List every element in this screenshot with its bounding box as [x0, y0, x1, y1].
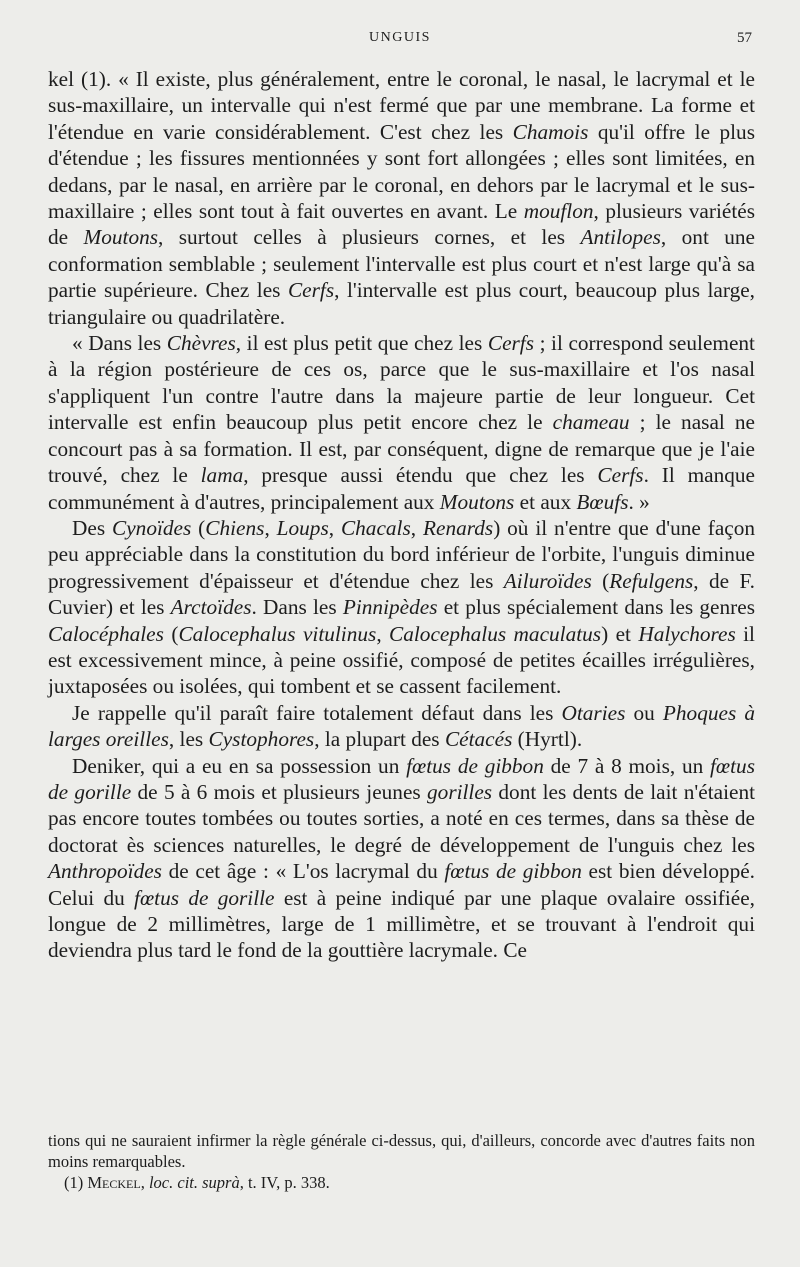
text-run: , les: [168, 727, 209, 752]
text-run: , plusieurs variétés de: [48, 199, 755, 250]
text-run: (: [163, 621, 179, 646]
italic-term: Bœufs: [576, 489, 629, 514]
italic-term: Moutons: [439, 489, 515, 514]
page-number: 57: [737, 30, 752, 46]
text-run: (: [191, 515, 206, 540]
paragraph: [48, 700, 755, 753]
italic-term: Otaries: [561, 700, 626, 725]
text-run: ; il correspond seulement à la région postérieure de ces os, parce que le sus-maxillaire et l'os nasal s'appliquent l'un contre l'autre dans la majeure partie de leur longueur. Cet intervalle est enfin beaucoup plus petit encore chez le: [48, 331, 755, 435]
text-run: . »: [628, 489, 650, 514]
italic-term: Calocephalus maculatus: [389, 621, 602, 646]
italic-term: mouflon: [523, 199, 594, 224]
running-title: UNGUIS: [369, 30, 431, 45]
text-run: ou: [625, 700, 663, 725]
text-run: , ont une conformation semblable ; seulement l'intervalle est plus court et n'est large qu'à sa partie supérieure. Chez les: [48, 225, 755, 303]
page-header: [48, 30, 752, 54]
italic-term: Loups: [276, 515, 329, 540]
italic-term: Pinnipèdes: [342, 595, 438, 620]
paragraph: [48, 753, 755, 964]
text-run: . Il manque communément à d'autres, principalement aux: [48, 463, 755, 514]
footnote-marker: (1): [64, 1173, 88, 1192]
italic-term: fœtus de gorille: [48, 753, 755, 804]
italic-term: Calocéphales: [48, 621, 164, 646]
italic-term: Refulgens: [609, 568, 694, 593]
text-run: ,: [410, 515, 423, 540]
italic-term: chameau: [552, 410, 630, 435]
text-run: qu'il offre le plus d'étendue ; les fissures mentionnées y sont fort allongées ; elles sont limitées, en dedans, par le nasal, en arrière par le coronal, en dehors par le lacrymal et le sus-maxillaire ; elles sont tout à fait ouvertes en avant. Le: [48, 119, 755, 224]
italic-term: Cerfs: [597, 463, 644, 488]
italic-term: Moutons: [83, 225, 159, 250]
italic-term: fœtus de gibbon: [444, 859, 582, 884]
text-run: ,: [376, 621, 390, 646]
body-text: [48, 66, 755, 964]
text-run: est bien développé. Celui du: [48, 859, 755, 910]
italic-term: gorilles: [427, 779, 493, 804]
italic-term: Cerfs: [487, 331, 535, 356]
italic-term: Chiens: [205, 515, 265, 540]
footnote-reference: loc. cit. suprà: [148, 1173, 240, 1192]
text-run: , presque aussi étendu que chez les: [243, 463, 598, 488]
text-run: , il est plus petit que chez les: [235, 331, 488, 356]
paragraph: [48, 515, 755, 700]
italic-term: Chèvres: [166, 331, 236, 356]
text-run: dont les dents de lait n'étaient pas encore toutes tombées ou toutes sorties, a noté en ces termes, dans sa thèse de doctorat ès sciences naturelles, le degré de développement de l'unguis chez les: [48, 779, 756, 857]
italic-term: Cétacés: [444, 727, 513, 752]
italic-term: Cynoïdes: [112, 515, 192, 540]
text-run: ,: [328, 515, 341, 540]
footnote-author: Meckel: [87, 1173, 141, 1192]
italic-term: Calocephalus vitulinus: [178, 621, 377, 646]
text-run: Des: [72, 515, 113, 540]
italic-term: Antilopes: [580, 225, 661, 250]
text-run: ) et: [601, 621, 639, 646]
italic-term: Anthropoïdes: [48, 859, 162, 884]
italic-term: fœtus de gorille: [134, 885, 275, 910]
text-run: (Hyrtl).: [512, 727, 583, 752]
text-run: est à peine indiqué par une plaque ovalaire ossifiée, longue de 2 millimètres, large de 1 millimètre, et se trouvant à l'endroit qui deviendra plus tard le fond de la gouttière lacrymale. Ce: [48, 885, 755, 963]
text-run: Je rappelle qu'il paraît faire totalement défaut dans les: [72, 700, 562, 725]
footnote-continuation: tions qui ne sauraient infirmer la règle générale ci-dessus, qui, d'ailleurs, concorde avec d'autres faits non moins remarquables.: [48, 1131, 755, 1171]
paragraph: [48, 66, 755, 330]
italic-term: Chacals: [340, 515, 411, 540]
text-run: de cet âge : « L'os lacrymal du: [161, 859, 445, 884]
text-run: de 5 à 6 mois et plusieurs jeunes: [131, 779, 428, 804]
text-run: , l'intervalle est plus court, beaucoup plus large, triangulaire ou quadrilatère.: [48, 278, 755, 329]
text-run: , surtout celles à plusieurs cornes, et les: [158, 225, 581, 250]
italic-term: Chamois: [512, 119, 589, 144]
footnotes: [48, 1130, 755, 1193]
italic-term: Cerfs: [287, 278, 335, 303]
italic-term: fœtus de gibbon: [406, 753, 544, 778]
text-run: et plus spécialement dans les genres: [437, 595, 755, 620]
text-run: Deniker, qui a eu en sa possession un: [72, 753, 407, 778]
text-run: , la plupart des: [314, 727, 445, 752]
text-run: . Dans les: [251, 595, 343, 620]
italic-term: Halychores: [638, 621, 736, 646]
text-run: ,: [264, 515, 277, 540]
paragraph: [48, 330, 755, 515]
footnote-rest: , t. IV, p. 338.: [239, 1173, 330, 1192]
italic-term: Phoques à larges oreilles: [48, 700, 755, 752]
footnote-separator: ,: [140, 1173, 149, 1192]
italic-term: lama: [200, 463, 244, 488]
italic-term: Arctoïdes: [170, 595, 252, 620]
text-run: (: [591, 568, 610, 593]
text-run: « Dans les: [72, 331, 167, 356]
text-run: et aux: [514, 489, 577, 514]
italic-term: Cystophores: [208, 727, 315, 752]
text-run: de 7 à 8 mois, un: [543, 753, 711, 778]
text-run: ) où il n'entre que d'une façon peu appréciable dans la constitution du bord inférieur de l'orbite, l'unguis diminue progressivement d'épaisseur et d'étendue chez les: [48, 515, 756, 593]
text-run: il est excessivement mince, à peine ossifié, composé de petites écailles irrégulières, juxtaposées ou isolées, qui tombent et se cassent facilement.: [48, 621, 755, 699]
text-run: ; le nasal ne concourt pas à sa formation. Il est, par conséquent, digne de remarque que je l'aie trouvé, chez le: [48, 410, 755, 488]
text-run: kel (1). « Il existe, plus généralement, entre le coronal, le nasal, le lacrymal et le sus-maxillaire, un intervalle qui n'est fermé que par une membrane. La forme et l'étendue en varie considérablement. C'est chez les: [48, 67, 755, 144]
italic-term: Renards: [422, 515, 494, 540]
text-run: , de F. Cuvier) et les: [48, 568, 756, 620]
italic-term: Ailuroïdes: [503, 568, 592, 593]
footnote-1: [48, 1172, 755, 1193]
